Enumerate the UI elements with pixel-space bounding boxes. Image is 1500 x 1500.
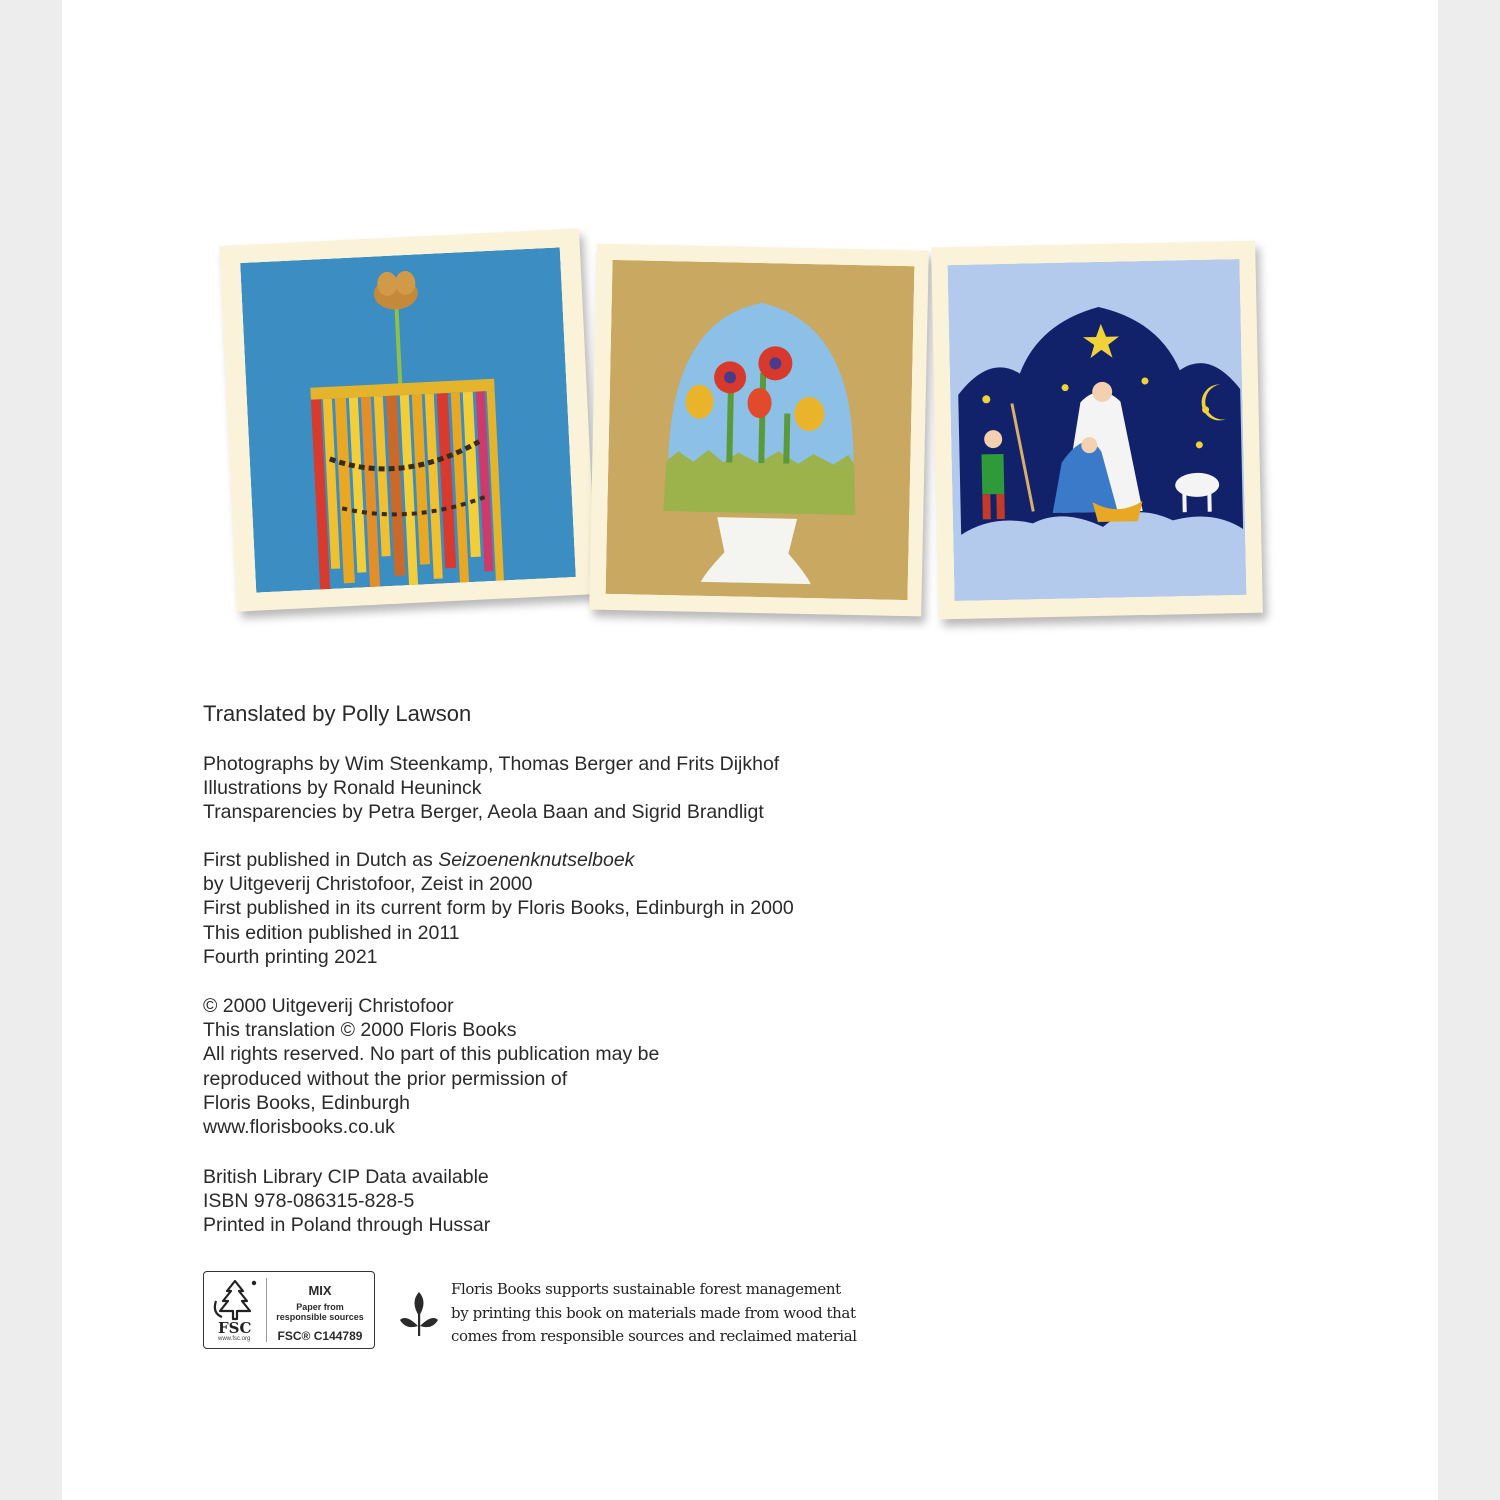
rights-reserved-1: All rights reserved. No part of this publication may be	[203, 1043, 660, 1066]
illustrations-credit: Illustrations by Ronald Heuninck	[203, 777, 482, 800]
mobile-image	[240, 247, 576, 592]
fsc-word: FSC	[218, 1319, 252, 1337]
transparencies-credit: Transparencies by Petra Berger, Aeola Baan and Sigrid Brandligt	[203, 801, 764, 824]
translator-line: Translated by Polly Lawson	[203, 701, 472, 726]
nativity-image	[948, 259, 1247, 601]
credits-block	[203, 752, 779, 825]
cip-block	[203, 1165, 490, 1238]
printing-line: Fourth printing 2021	[203, 945, 378, 968]
fsc-divider	[266, 1278, 267, 1342]
website-link[interactable]: www.florisbooks.co.uk	[203, 1116, 395, 1139]
translator-credit	[203, 700, 471, 728]
cip-line: British Library CIP Data available	[203, 1166, 489, 1188]
forest-note-line-3: comes from responsible sources and reclaimed material	[451, 1327, 857, 1345]
photo-mobile	[219, 228, 596, 611]
edition-line: This edition published in 2011	[203, 921, 460, 944]
printed-line: Printed in Poland through Hussar	[203, 1214, 491, 1237]
rights-reserved-3: Floris Books, Edinburgh	[203, 1091, 411, 1114]
dutch-title: Seizoenenknutselboek	[438, 849, 635, 871]
fsc-url: www.fsc.org	[218, 1336, 251, 1342]
rights-block	[203, 994, 659, 1139]
fsc-logo	[203, 1271, 375, 1349]
first-published-current: First published in its current form by Floris Books, Edinburgh in 2000	[203, 897, 794, 920]
leaf-icon	[398, 1288, 440, 1338]
forest-management-note	[451, 1278, 857, 1349]
copyright-original: © 2000 Uitgeverij Christofoor	[203, 995, 454, 1017]
photo-egg-cosy	[589, 244, 929, 617]
copyright-translation: This translation © 2000 Floris Books	[203, 1019, 517, 1042]
forest-note-line-2: by printing this book on materials made from wood that	[451, 1303, 856, 1322]
photo-nativity	[931, 241, 1263, 620]
dutch-publisher: by Uitgeverij Christofoor, Zeist in 2000	[203, 873, 533, 896]
egg-cosy-image	[606, 260, 915, 600]
book-page	[62, 0, 1438, 1500]
publication-block	[203, 848, 794, 969]
fsc-paper-label: Paper from responsible sources	[276, 1302, 364, 1322]
forest-note-line-1: Floris Books supports sustainable forest management	[451, 1280, 841, 1298]
fsc-mix-label: MIX	[308, 1283, 332, 1298]
fsc-tree-icon	[210, 1277, 260, 1323]
first-published-dutch: First published in Dutch as Seizoenenknutselboek	[203, 849, 635, 871]
photographs-credit: Photographs by Wim Steenkamp, Thomas Berger and Frits Dijkhof	[203, 753, 780, 775]
rights-reserved-2: reproduced without the prior permission of	[203, 1067, 568, 1090]
isbn-line: ISBN 978-086315-828-5	[203, 1190, 415, 1213]
fsc-code: FSC® C144789	[277, 1329, 363, 1343]
